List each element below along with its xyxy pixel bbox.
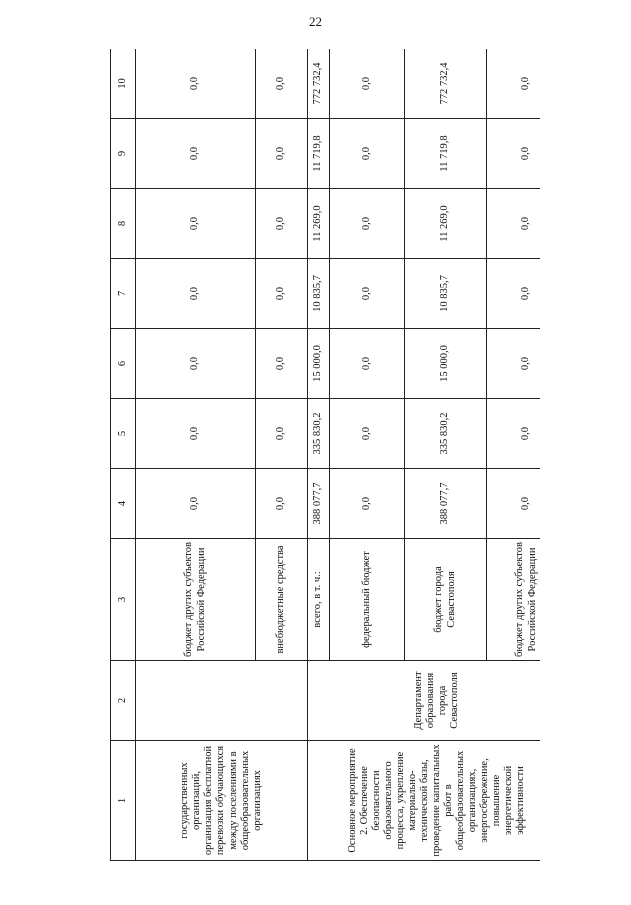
value-cell: 0,0 [136, 259, 256, 329]
value-cell: 0,0 [256, 49, 308, 119]
value-cell: 0,0 [330, 189, 405, 259]
value-cell: 335 830,2 [308, 399, 330, 469]
rotated-table-container [110, 49, 540, 861]
value-cell: 0,0 [330, 119, 405, 189]
column-number: 8 [111, 189, 136, 259]
value-cell: 0,0 [330, 329, 405, 399]
funding-source: всего, в т. ч.: [308, 539, 330, 661]
value-cell: 11 269,0 [308, 189, 330, 259]
column-number: 3 [111, 539, 136, 661]
executor-cell [136, 661, 308, 741]
value-cell: 10 835,7 [308, 259, 330, 329]
value-cell: 0,0 [256, 399, 308, 469]
rotated-table [110, 49, 540, 861]
column-number-row [111, 49, 136, 861]
activity-title: государственных организаций, организация бесплатной перевозки обучающихся между поселениями в общеобразовательных организациях [136, 741, 308, 861]
value-cell: 388 077,7 [308, 469, 330, 539]
funding-source: бюджет других субъектов Российской Федерации [487, 539, 541, 661]
value-cell: 0,0 [136, 119, 256, 189]
column-number: 2 [111, 661, 136, 741]
value-cell: 11 719,8 [308, 119, 330, 189]
value-cell: 0,0 [487, 119, 541, 189]
column-number: 5 [111, 399, 136, 469]
funding-source: внебюджетные средства [256, 539, 308, 661]
value-cell: 15 000,0 [308, 329, 330, 399]
value-cell: 15 000,0 [405, 329, 487, 399]
page-number: 22 [309, 14, 322, 29]
funding-source: бюджет города Севастополя [405, 539, 487, 661]
value-cell: 0,0 [256, 189, 308, 259]
financing-table [110, 49, 540, 861]
value-cell: 10 835,7 [405, 259, 487, 329]
value-cell: 0,0 [136, 469, 256, 539]
value-cell: 0,0 [487, 49, 541, 119]
value-cell: 0,0 [256, 119, 308, 189]
value-cell: 0,0 [136, 189, 256, 259]
value-cell: 11 719,8 [405, 119, 487, 189]
value-cell: 772 732,4 [405, 49, 487, 119]
funding-source: бюджет других субъектов Российской Федерации [136, 539, 256, 661]
value-cell: 0,0 [330, 469, 405, 539]
value-cell: 11 269,0 [405, 189, 487, 259]
column-number: 10 [111, 49, 136, 119]
value-cell: 0,0 [136, 49, 256, 119]
value-cell: 0,0 [256, 259, 308, 329]
value-cell: 0,0 [330, 259, 405, 329]
value-cell: 0,0 [487, 189, 541, 259]
value-cell: 0,0 [330, 399, 405, 469]
column-number: 4 [111, 469, 136, 539]
value-cell: 335 830,2 [405, 399, 487, 469]
value-cell: 388 077,7 [405, 469, 487, 539]
executor: Департамент образования города Севастополя [308, 661, 541, 741]
column-number: 9 [111, 119, 136, 189]
column-number: 7 [111, 259, 136, 329]
value-cell: 0,0 [487, 469, 541, 539]
column-number: 6 [111, 329, 136, 399]
value-cell: 0,0 [136, 399, 256, 469]
column-number: 1 [111, 741, 136, 861]
value-cell: 0,0 [256, 329, 308, 399]
value-cell: 0,0 [330, 49, 405, 119]
table-row [136, 49, 256, 861]
funding-source: федеральный бюджет [330, 539, 405, 661]
value-cell: 0,0 [487, 399, 541, 469]
value-cell: 0,0 [487, 259, 541, 329]
value-cell: 772 732,4 [308, 49, 330, 119]
table-row [308, 49, 330, 861]
value-cell: 0,0 [136, 329, 256, 399]
activity-title: Основное мероприятие 2. Обеспечение безопасности образовательного процесса, укрепление материально-технической базы, проведение капитальных работ в общеобразовательных организациях, энергосбережение, повышение энергетической эффективности [308, 741, 541, 861]
value-cell: 0,0 [256, 469, 308, 539]
value-cell: 0,0 [487, 329, 541, 399]
